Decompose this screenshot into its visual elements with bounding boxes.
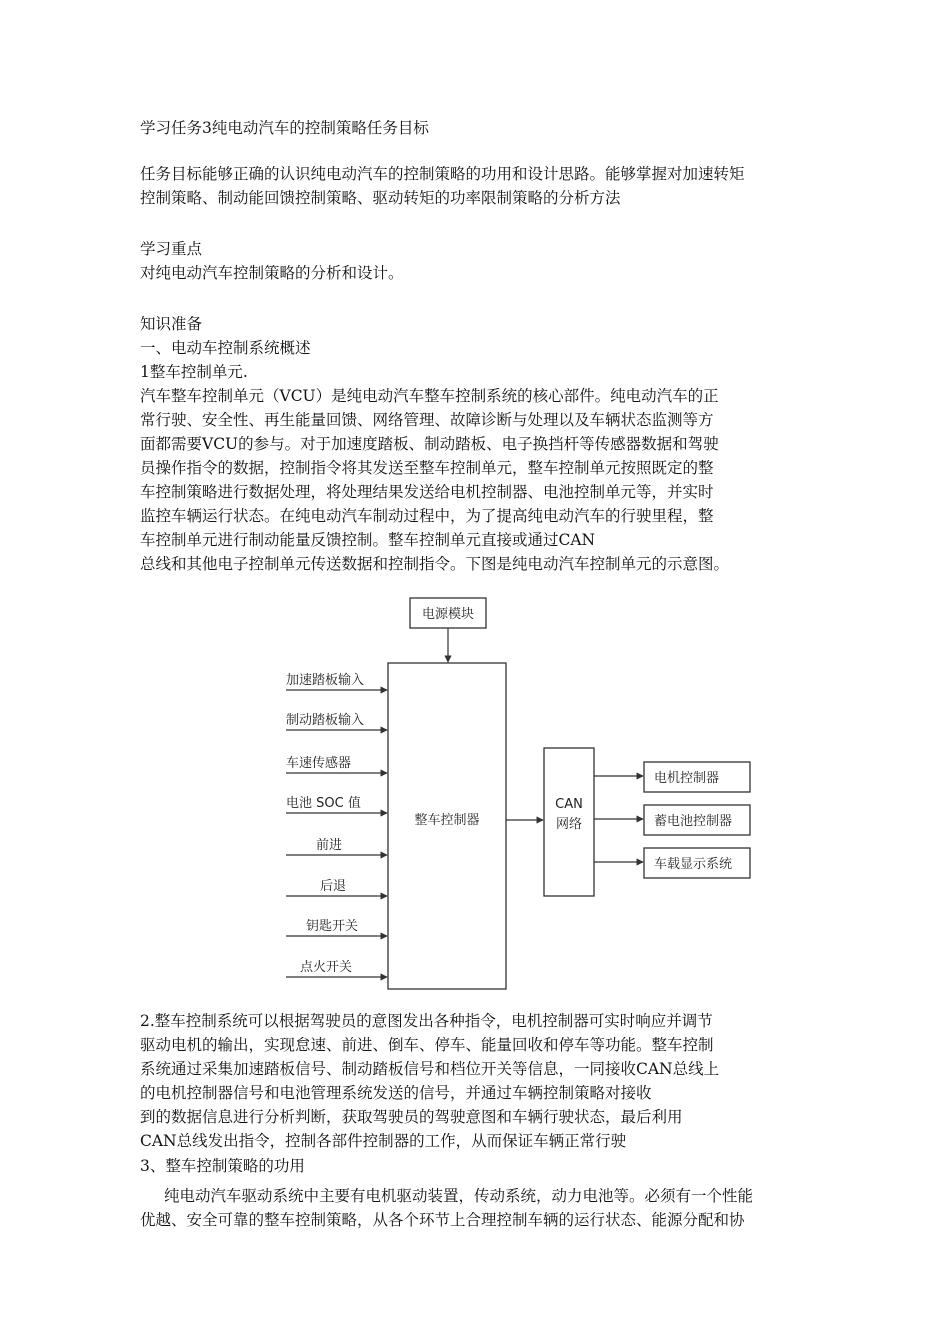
para1-line: 车控制单元进行制动能量反馈控制。整车控制单元直接或通过CAN — [140, 531, 596, 549]
input-label: 制动踏板输入 — [286, 713, 365, 728]
vcu-block-diagram — [270, 588, 770, 998]
output-modules — [594, 762, 750, 878]
focus-text: 对纯电动汽车控制策略的分析和设计。 — [140, 264, 404, 282]
para1-line: 面都需要VCU的参与。对于加速度踏板、制动踏板、电子换挡杆等传感器数据和驾驶 — [140, 435, 719, 453]
sub1-heading: 1整车控制单元. — [140, 363, 248, 381]
input-label: 前进 — [316, 838, 343, 853]
section3-line: 优越、安全可靠的整车控制策略，从各个环节上合理控制车辆的运行状态、能源分配和协 — [140, 1211, 745, 1229]
goal-line-1: 任务目标能够正确的认识纯电动汽车的控制策略的功用和设计思路。能够掌握对加速转矩 — [140, 165, 745, 183]
input-label: 点火开关 — [300, 960, 353, 975]
output-label: 电机控制器 — [654, 771, 720, 786]
knowledge-heading: 知识准备 — [140, 315, 203, 333]
input-label: 车速传感器 — [286, 756, 352, 771]
para2-line: 驱动电机的输出，实现怠速、前进、倒车、停车、能量回收和停车等功能。整车控制 — [140, 1036, 714, 1054]
section1-heading: 一、电动车控制系统概述 — [140, 339, 311, 357]
input-label: 电池 SOC 值 — [286, 796, 361, 811]
doc-title: 学习任务3纯电动汽车的控制策略任务目标 — [140, 119, 429, 137]
input-label: 后退 — [320, 879, 347, 894]
para1-line: 汽车整车控制单元（VCU）是纯电动汽车整车控制系统的核心部件。纯电动汽车的正 — [140, 387, 719, 405]
input-label: 加速踏板输入 — [286, 673, 365, 688]
para2-line: 的电机控制器信号和电池管理系统发送的信号，并通过车辆控制策略对接收 — [140, 1084, 652, 1102]
output-label: 蓄电池控制器 — [654, 814, 733, 829]
para1-line: 车控制策略进行数据处理，将处理结果发送给电机控制器、电池控制单元等，并实时 — [140, 483, 714, 501]
output-label: 车载显示系统 — [654, 857, 733, 872]
focus-heading: 学习重点 — [140, 240, 203, 258]
section3-heading: 3、整车控制策略的功用 — [140, 1157, 305, 1175]
can-label: CAN — [555, 797, 583, 812]
vcu-label: 整车控制器 — [414, 813, 480, 828]
power-module-label: 电源模块 — [421, 607, 475, 622]
goal-line-2: 控制策略、制动能回馈控制策略、驱动转矩的功率限制策略的分析方法 — [140, 189, 621, 207]
para1-line: 总线和其他电子控制单元传送数据和控制指令。下图是纯电动汽车控制单元的示意图。 — [140, 555, 730, 573]
input-label: 钥匙开关 — [306, 919, 359, 934]
para2-line: 2.整车控制系统可以根据驾驶员的意图发出各种指令，电机控制器可实时响应并调节 — [140, 1012, 713, 1030]
para1-line: 常行驶、安全性、再生能量回馈、网络管理、故障诊断与处理以及车辆状态监测等方 — [140, 411, 714, 429]
input-signals — [286, 672, 387, 977]
para1-line: 监控车辆运行状态。在纯电动汽车制动过程中，为了提高纯电动汽车的行驶里程，整 — [140, 507, 714, 525]
para1-line: 员操作指令的数据，控制指令将其发送至整车控制单元，整车控制单元按照既定的整 — [140, 459, 714, 477]
can-network-label: 网络 — [555, 817, 583, 832]
para2-line: 到的数据信息进行分析判断，获取驾驶员的驾驶意图和车辆行驶状态，最后利用 — [140, 1108, 683, 1126]
para2-line: 系统通过采集加速踏板信号、制动踏板信号和档位开关等信息，一同接收CAN总线上 — [140, 1060, 720, 1078]
section3-line: 纯电动汽车驱动系统中主要有电机驱动装置，传动系统，动力电池等。必须有一个性能 — [164, 1187, 754, 1205]
para2-line: CAN总线发出指令，控制各部件控制器的工作，从而保证车辆正常行驶 — [140, 1132, 627, 1150]
